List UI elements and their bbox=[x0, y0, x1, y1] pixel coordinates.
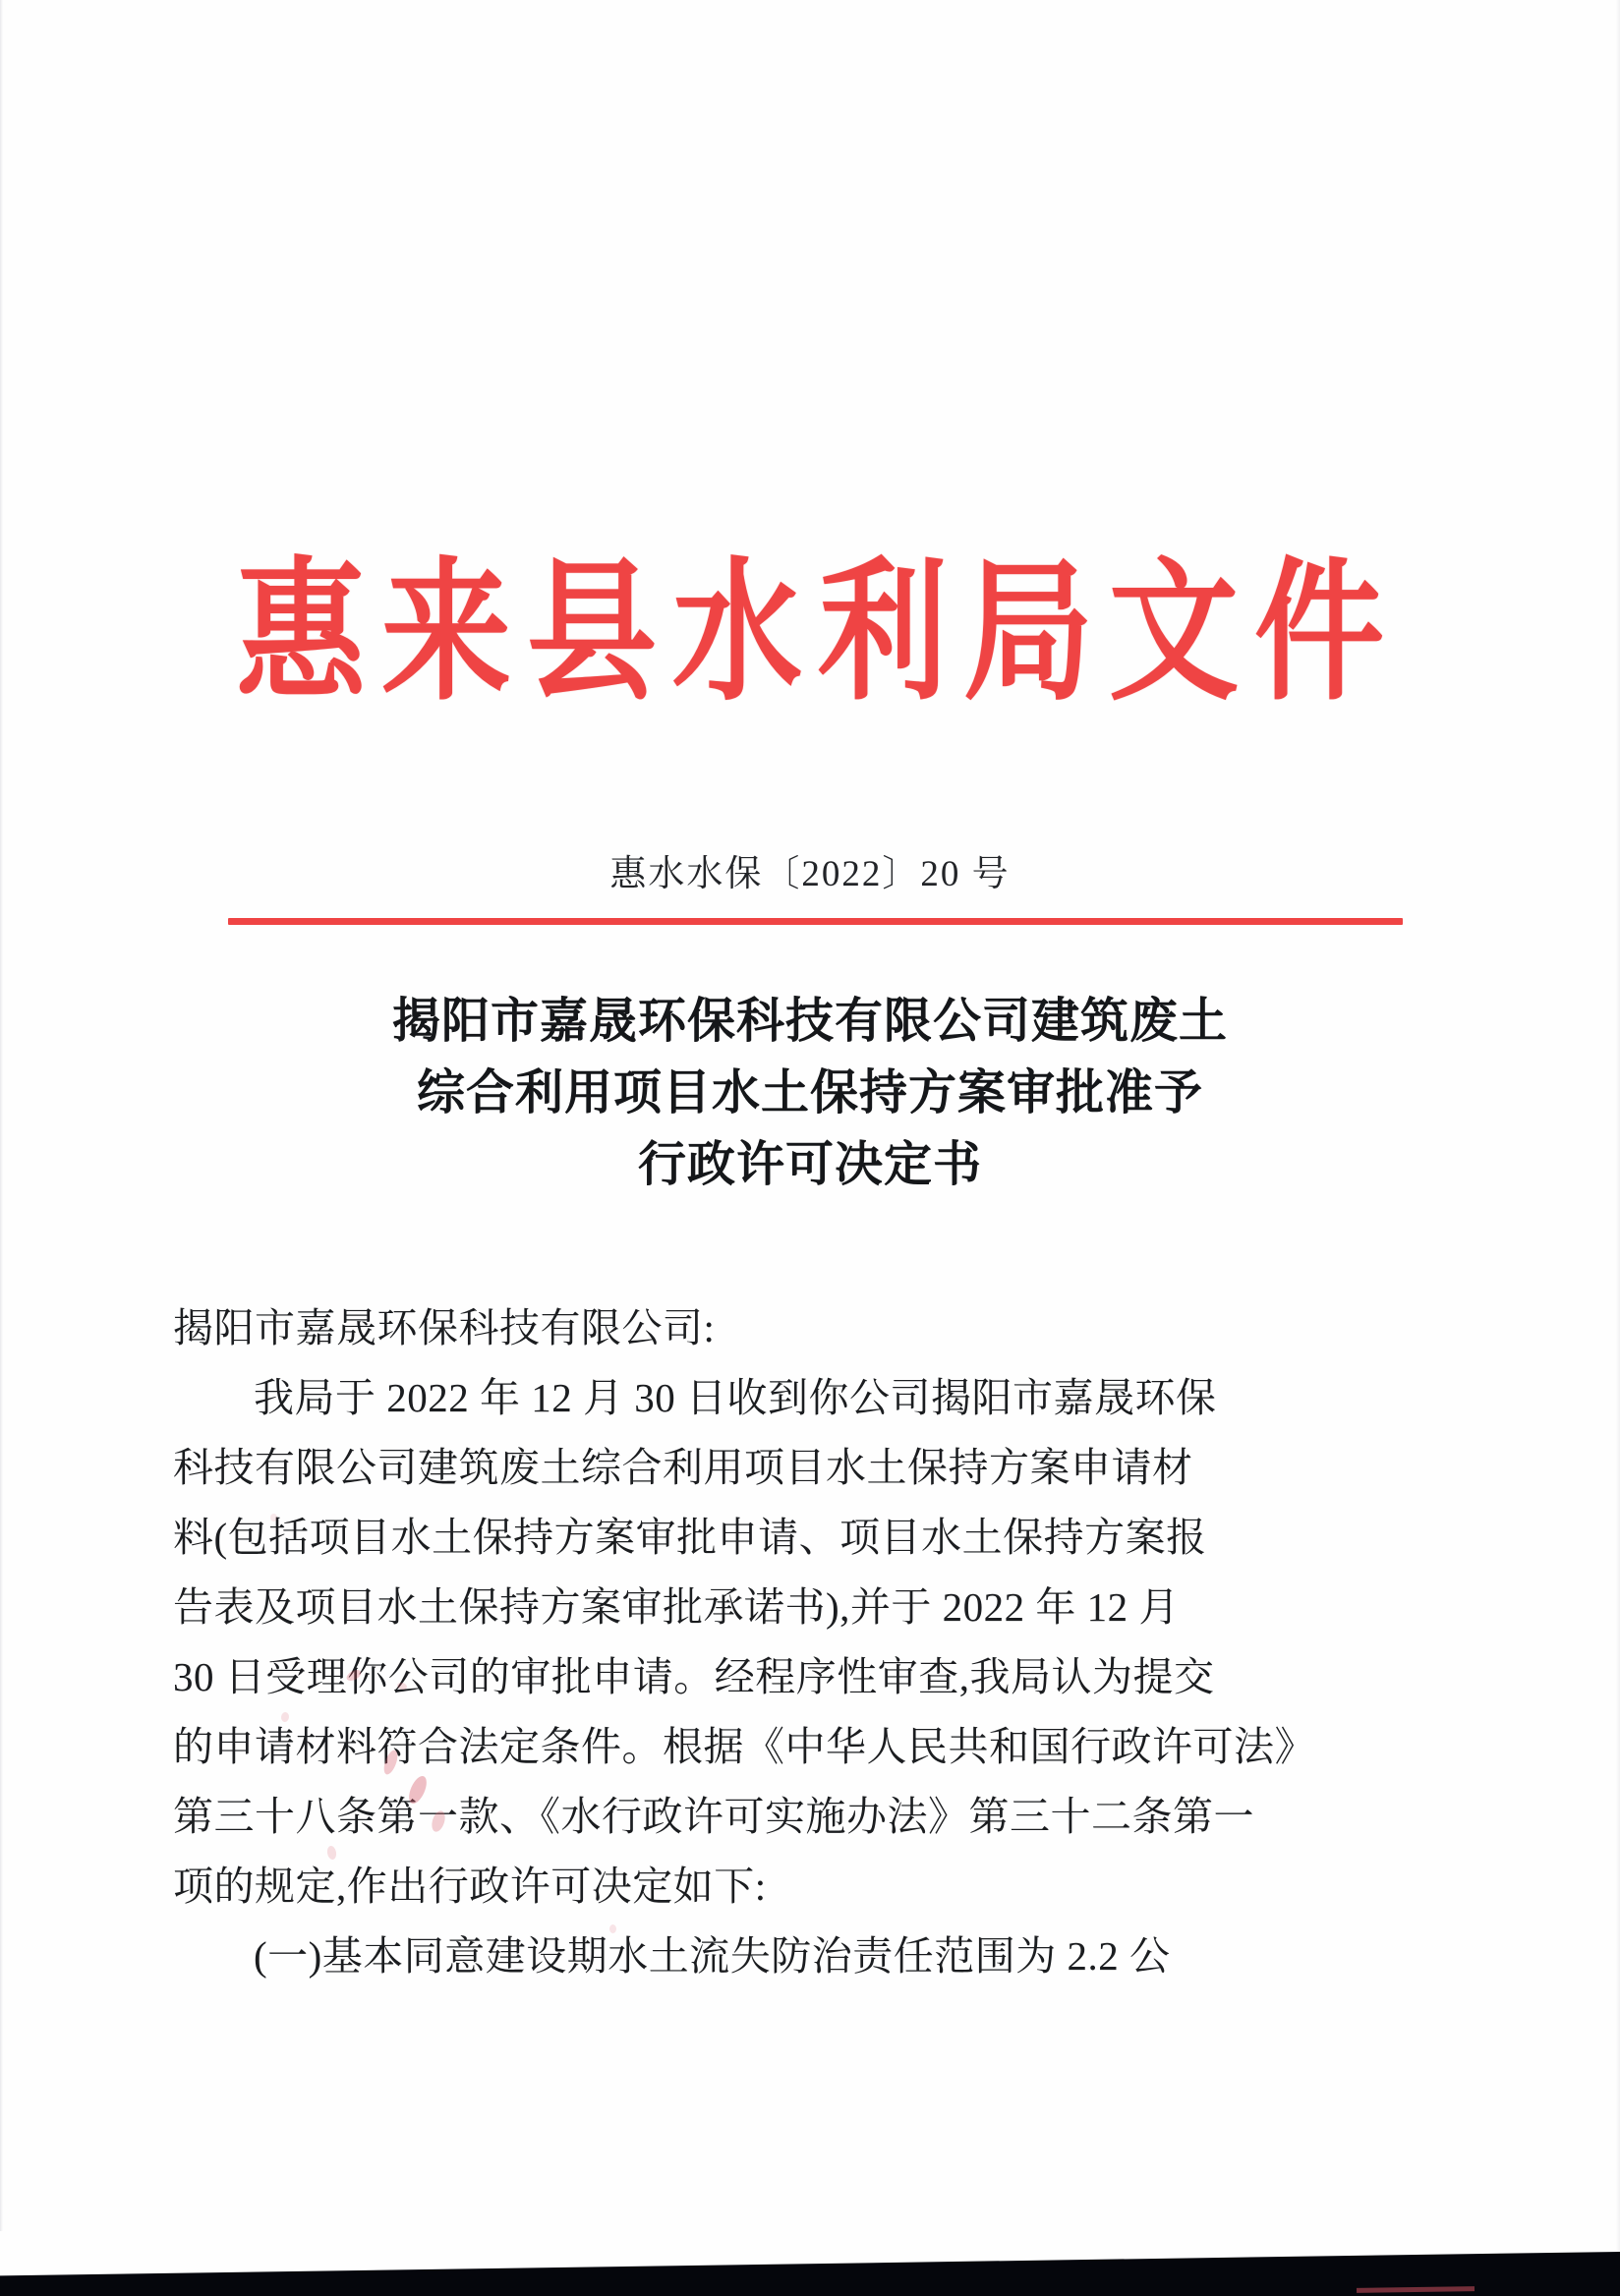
body-line-2: 科技有限公司建筑废土综合利用项目水土保持方案申请材 bbox=[173, 1445, 1193, 1490]
document-title-line-3: 行政许可决定书 bbox=[637, 1136, 982, 1192]
body-line-1: 我局于 2022 年 12 月 30 日收到你公司揭阳市嘉晟环保 bbox=[254, 1375, 1217, 1420]
masthead bbox=[0, 542, 1620, 722]
body-line-3: 料(包括项目水土保持方案审批申请、项目水土保持方案报 bbox=[173, 1515, 1207, 1560]
document-title-line-2: 综合利用项目水土保持方案审批准予 bbox=[416, 1064, 1203, 1120]
body-line-8: 项的规定,作出行政许可决定如下: bbox=[173, 1864, 767, 1909]
document-title bbox=[0, 985, 1620, 1200]
body-line-4: 告表及项目水土保持方案审批承诺书),并于 2022 年 12 月 bbox=[173, 1584, 1180, 1630]
salutation: 揭阳市嘉晟环保科技有限公司: bbox=[173, 1305, 716, 1350]
document-title-line-1: 揭阳市嘉晟环保科技有限公司建筑废土 bbox=[391, 993, 1228, 1049]
red-separator-rule bbox=[228, 918, 1403, 925]
body-line-6: 的申请材料符合法定条件。根据《中华人民共和国行政许可法》 bbox=[173, 1724, 1315, 1769]
body-line-5: 30 日受理你公司的审批申请。经程序性审查,我局认为提交 bbox=[173, 1654, 1215, 1699]
document-number: 惠水水保〔2022〕20 号 bbox=[609, 854, 1011, 894]
document-body bbox=[173, 1293, 1451, 1991]
body-line-7: 第三十八条第一款、《水行政许可实施办法》第三十二条第一 bbox=[173, 1794, 1254, 1839]
body-line-9: (一)基本同意建设期水土流失防治责任范围为 2.2 公 bbox=[254, 1933, 1171, 1979]
issuing-authority-title: 惠来县水利局文件 bbox=[236, 542, 1400, 722]
